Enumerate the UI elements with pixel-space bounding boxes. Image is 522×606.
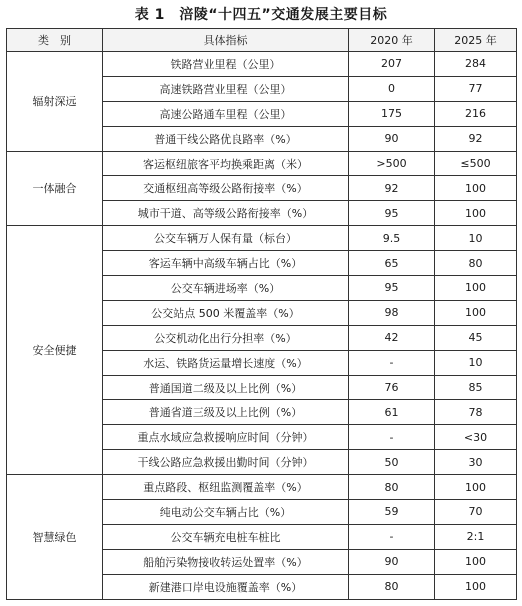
value-2020-cell: -	[349, 350, 435, 375]
value-2020-cell: 175	[349, 101, 435, 126]
indicator-cell: 客运枢纽旅客平均换乘距离（米）	[103, 151, 349, 176]
indicator-cell: 干线公路应急救援出勤时间（分钟）	[103, 450, 349, 475]
indicator-cell: 公交机动化出行分担率（%）	[103, 325, 349, 350]
value-2025-cell: 100	[435, 300, 517, 325]
targets-table	[6, 28, 517, 600]
value-2020-cell: 0	[349, 76, 435, 101]
value-2020-cell: 50	[349, 450, 435, 475]
value-2020-cell: 42	[349, 325, 435, 350]
value-2025-cell: 100	[435, 276, 517, 301]
category-cell: 一体融合	[7, 151, 103, 226]
value-2020-cell: 65	[349, 251, 435, 276]
indicator-cell: 公交车辆万人保有量（标台）	[103, 226, 349, 251]
value-2025-cell: 78	[435, 400, 517, 425]
header-2020: 2020 年	[349, 29, 435, 52]
value-2025-cell: 100	[435, 549, 517, 574]
value-2025-cell: 100	[435, 475, 517, 500]
table-row	[7, 52, 517, 77]
value-2025-cell: 45	[435, 325, 517, 350]
table-row	[7, 151, 517, 176]
category-cell: 安全便捷	[7, 226, 103, 475]
value-2025-cell: 10	[435, 226, 517, 251]
value-2025-cell: 92	[435, 126, 517, 151]
indicator-cell: 公交车辆充电桩车桩比	[103, 524, 349, 549]
value-2025-cell: 284	[435, 52, 517, 77]
value-2025-cell: 85	[435, 375, 517, 400]
indicator-cell: 高速公路通车里程（公里）	[103, 101, 349, 126]
header-row	[7, 29, 517, 52]
value-2020-cell: 92	[349, 176, 435, 201]
table-body	[7, 52, 517, 600]
value-2020-cell: 90	[349, 126, 435, 151]
indicator-cell: 新建港口岸电设施覆盖率（%）	[103, 574, 349, 599]
value-2025-cell: 2:1	[435, 524, 517, 549]
value-2025-cell: 10	[435, 350, 517, 375]
indicator-cell: 纯电动公交车辆占比（%）	[103, 500, 349, 525]
value-2020-cell: 61	[349, 400, 435, 425]
value-2020-cell: 80	[349, 574, 435, 599]
indicator-cell: 交通枢纽高等级公路衔接率（%）	[103, 176, 349, 201]
indicator-cell: 公交车辆进场率（%）	[103, 276, 349, 301]
value-2020-cell: 98	[349, 300, 435, 325]
header-category: 类 别	[7, 29, 103, 52]
value-2025-cell: 70	[435, 500, 517, 525]
value-2020-cell: 76	[349, 375, 435, 400]
indicator-cell: 普通省道三级及以上比例（%）	[103, 400, 349, 425]
value-2025-cell: 100	[435, 201, 517, 226]
category-cell: 辐射深远	[7, 52, 103, 152]
indicator-cell: 公交站点 500 米覆盖率（%）	[103, 300, 349, 325]
indicator-cell: 高速铁路营业里程（公里）	[103, 76, 349, 101]
value-2025-cell: 100	[435, 574, 517, 599]
indicator-cell: 重点路段、枢纽监测覆盖率（%）	[103, 475, 349, 500]
value-2020-cell: 207	[349, 52, 435, 77]
indicator-cell: 客运车辆中高级车辆占比（%）	[103, 251, 349, 276]
value-2020-cell: 59	[349, 500, 435, 525]
value-2025-cell: <30	[435, 425, 517, 450]
table-row	[7, 226, 517, 251]
value-2020-cell: 80	[349, 475, 435, 500]
category-cell: 智慧绿色	[7, 475, 103, 599]
indicator-cell: 普通干线公路优良路率（%）	[103, 126, 349, 151]
value-2025-cell: ≤500	[435, 151, 517, 176]
header-2025: 2025 年	[435, 29, 517, 52]
header-indicator: 具体指标	[103, 29, 349, 52]
value-2020-cell: 95	[349, 276, 435, 301]
indicator-cell: 水运、铁路货运量增长速度（%）	[103, 350, 349, 375]
value-2020-cell: >500	[349, 151, 435, 176]
indicator-cell: 船舶污染物接收转运处置率（%）	[103, 549, 349, 574]
value-2025-cell: 216	[435, 101, 517, 126]
table-row	[7, 475, 517, 500]
value-2020-cell: 90	[349, 549, 435, 574]
indicator-cell: 重点水域应急救援响应时间（分钟）	[103, 425, 349, 450]
value-2020-cell: 9.5	[349, 226, 435, 251]
value-2025-cell: 80	[435, 251, 517, 276]
value-2025-cell: 30	[435, 450, 517, 475]
value-2020-cell: -	[349, 425, 435, 450]
value-2025-cell: 100	[435, 176, 517, 201]
indicator-cell: 铁路营业里程（公里）	[103, 52, 349, 77]
indicator-cell: 城市干道、高等级公路衔接率（%）	[103, 201, 349, 226]
value-2020-cell: -	[349, 524, 435, 549]
table-title: 表 1 涪陵“十四五”交通发展主要目标	[134, 7, 388, 23]
value-2025-cell: 77	[435, 76, 517, 101]
value-2020-cell: 95	[349, 201, 435, 226]
indicator-cell: 普通国道二级及以上比例（%）	[103, 375, 349, 400]
